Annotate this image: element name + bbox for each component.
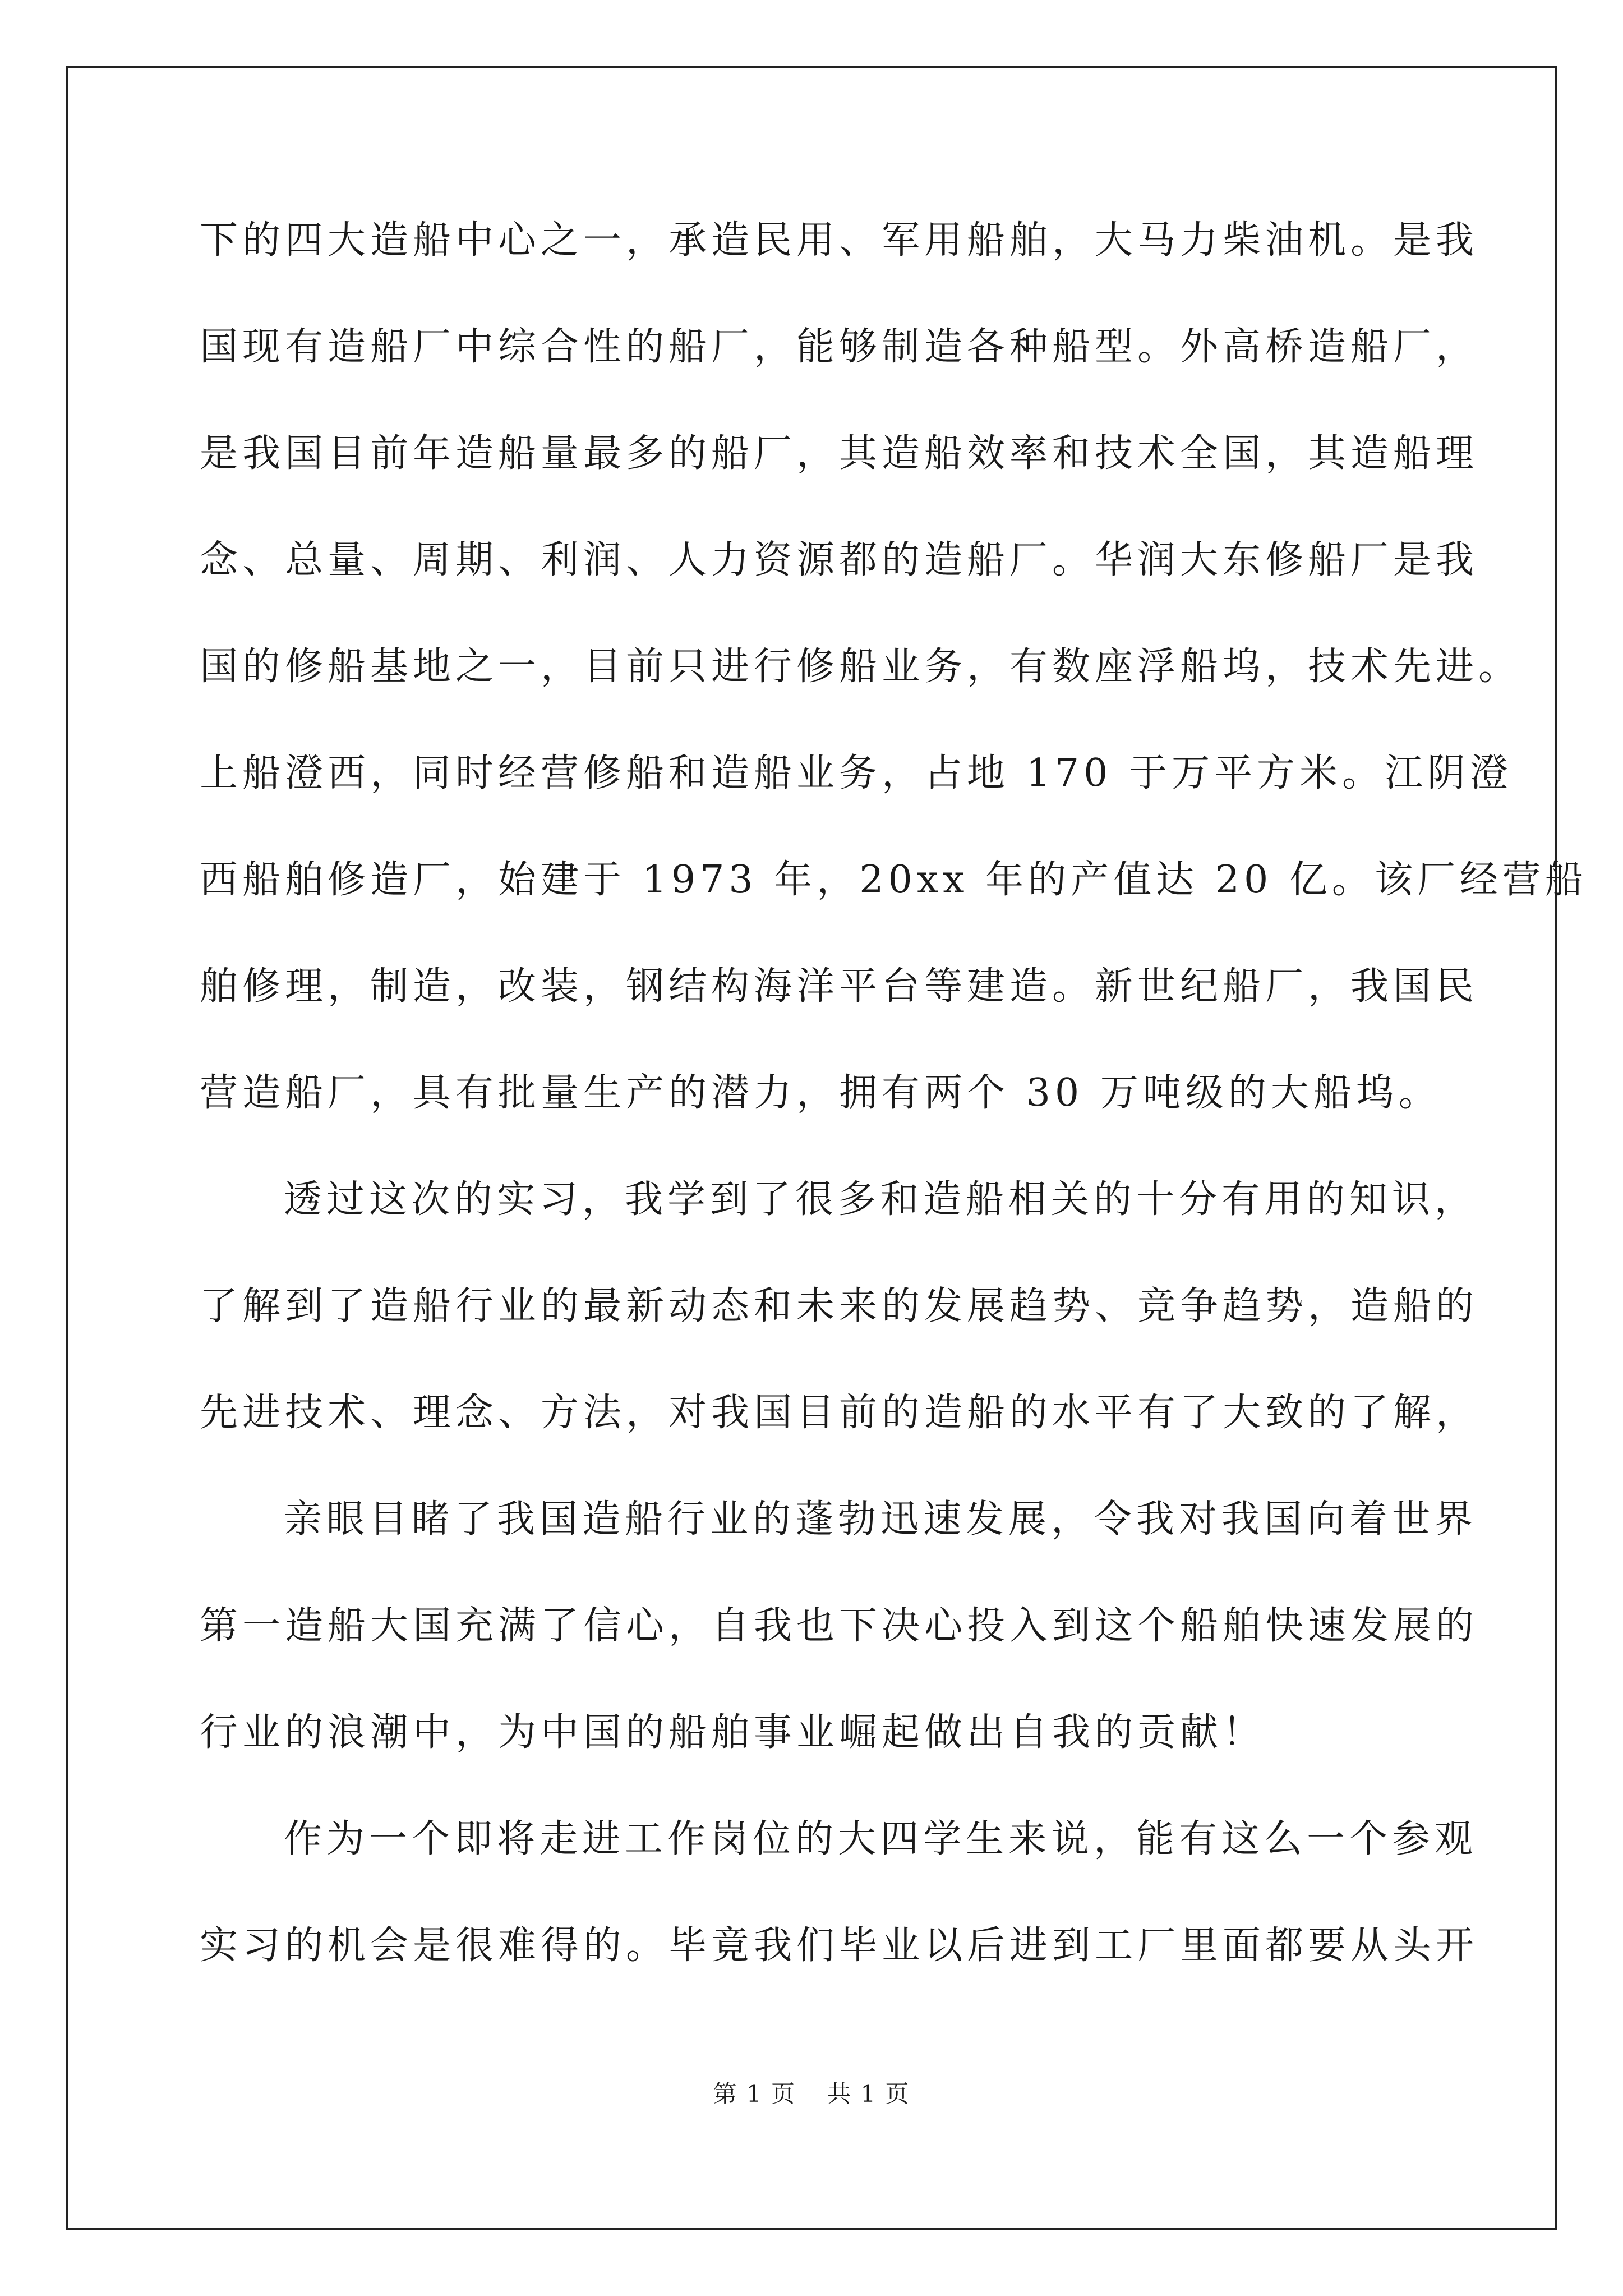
paragraph-start-line: 透过这次的实习，我学到了很多和造船相关的十分有用的知识，: [284, 1177, 1478, 1222]
text-line: 了解到了造船行业的最新动态和未来的发展趋势、竞争趋势，造船的: [200, 1284, 1479, 1328]
text-line: 营造船厂，具有批量生产的潜力，拥有两个 30 万吨级的大船坞。: [200, 1071, 1441, 1115]
paragraph-start-line: 亲眼目睹了我国造船行业的蓬勃迅速发展，令我对我国向着世界: [284, 1497, 1478, 1542]
paragraph-start-line: 作为一个即将走进工作岗位的大四学生来说，能有这么一个参观: [284, 1817, 1478, 1861]
text-line: 舶修理，制造，改装，钢结构海洋平台等建造。新世纪船厂，我国民: [200, 964, 1479, 1009]
text-line: 上船澄西，同时经营修船和造船业务，占地 170 于万平方米。江阴澄: [200, 751, 1513, 795]
page-total: 共 1 页: [827, 2080, 910, 2108]
document-body: [200, 218, 1588, 2033]
text-line: 国现有造船厂中综合性的船厂，能够制造各种船型。外高桥造船厂，: [200, 325, 1479, 369]
page-number: 第 1 页: [713, 2080, 796, 2108]
text-line: 先进技术、理念、方法，对我国目前的造船的水平有了大致的了解，: [200, 1391, 1479, 1435]
text-line: 下的四大造船中心之一，承造民用、军用船舶，大马力柴油机。是我: [200, 218, 1479, 263]
text-line: 国的修船基地之一，目前只进行修船业务，有数座浮船坞，技术先进。: [200, 645, 1521, 689]
text-line: 实习的机会是很难得的。毕竟我们毕业以后进到工厂里面都要从头开: [200, 1924, 1479, 1968]
text-line: 行业的浪潮中，为中国的船舶事业崛起做出自我的贡献！: [200, 1710, 1266, 1755]
text-line: 念、总量、周期、利润、人力资源都的造船厂。华润大东修船厂是我: [200, 538, 1479, 582]
text-line: 西船舶修造厂，始建于 1973 年，20xx 年的产值达 20 亿。该厂经营船: [200, 858, 1588, 902]
text-line: 是我国目前年造船量最多的船厂，其造船效率和技术全国，其造船理: [200, 431, 1479, 476]
page-footer: [0, 2082, 1623, 2106]
text-line: 第一造船大国充满了信心，自我也下决心投入到这个船舶快速发展的: [200, 1604, 1479, 1648]
